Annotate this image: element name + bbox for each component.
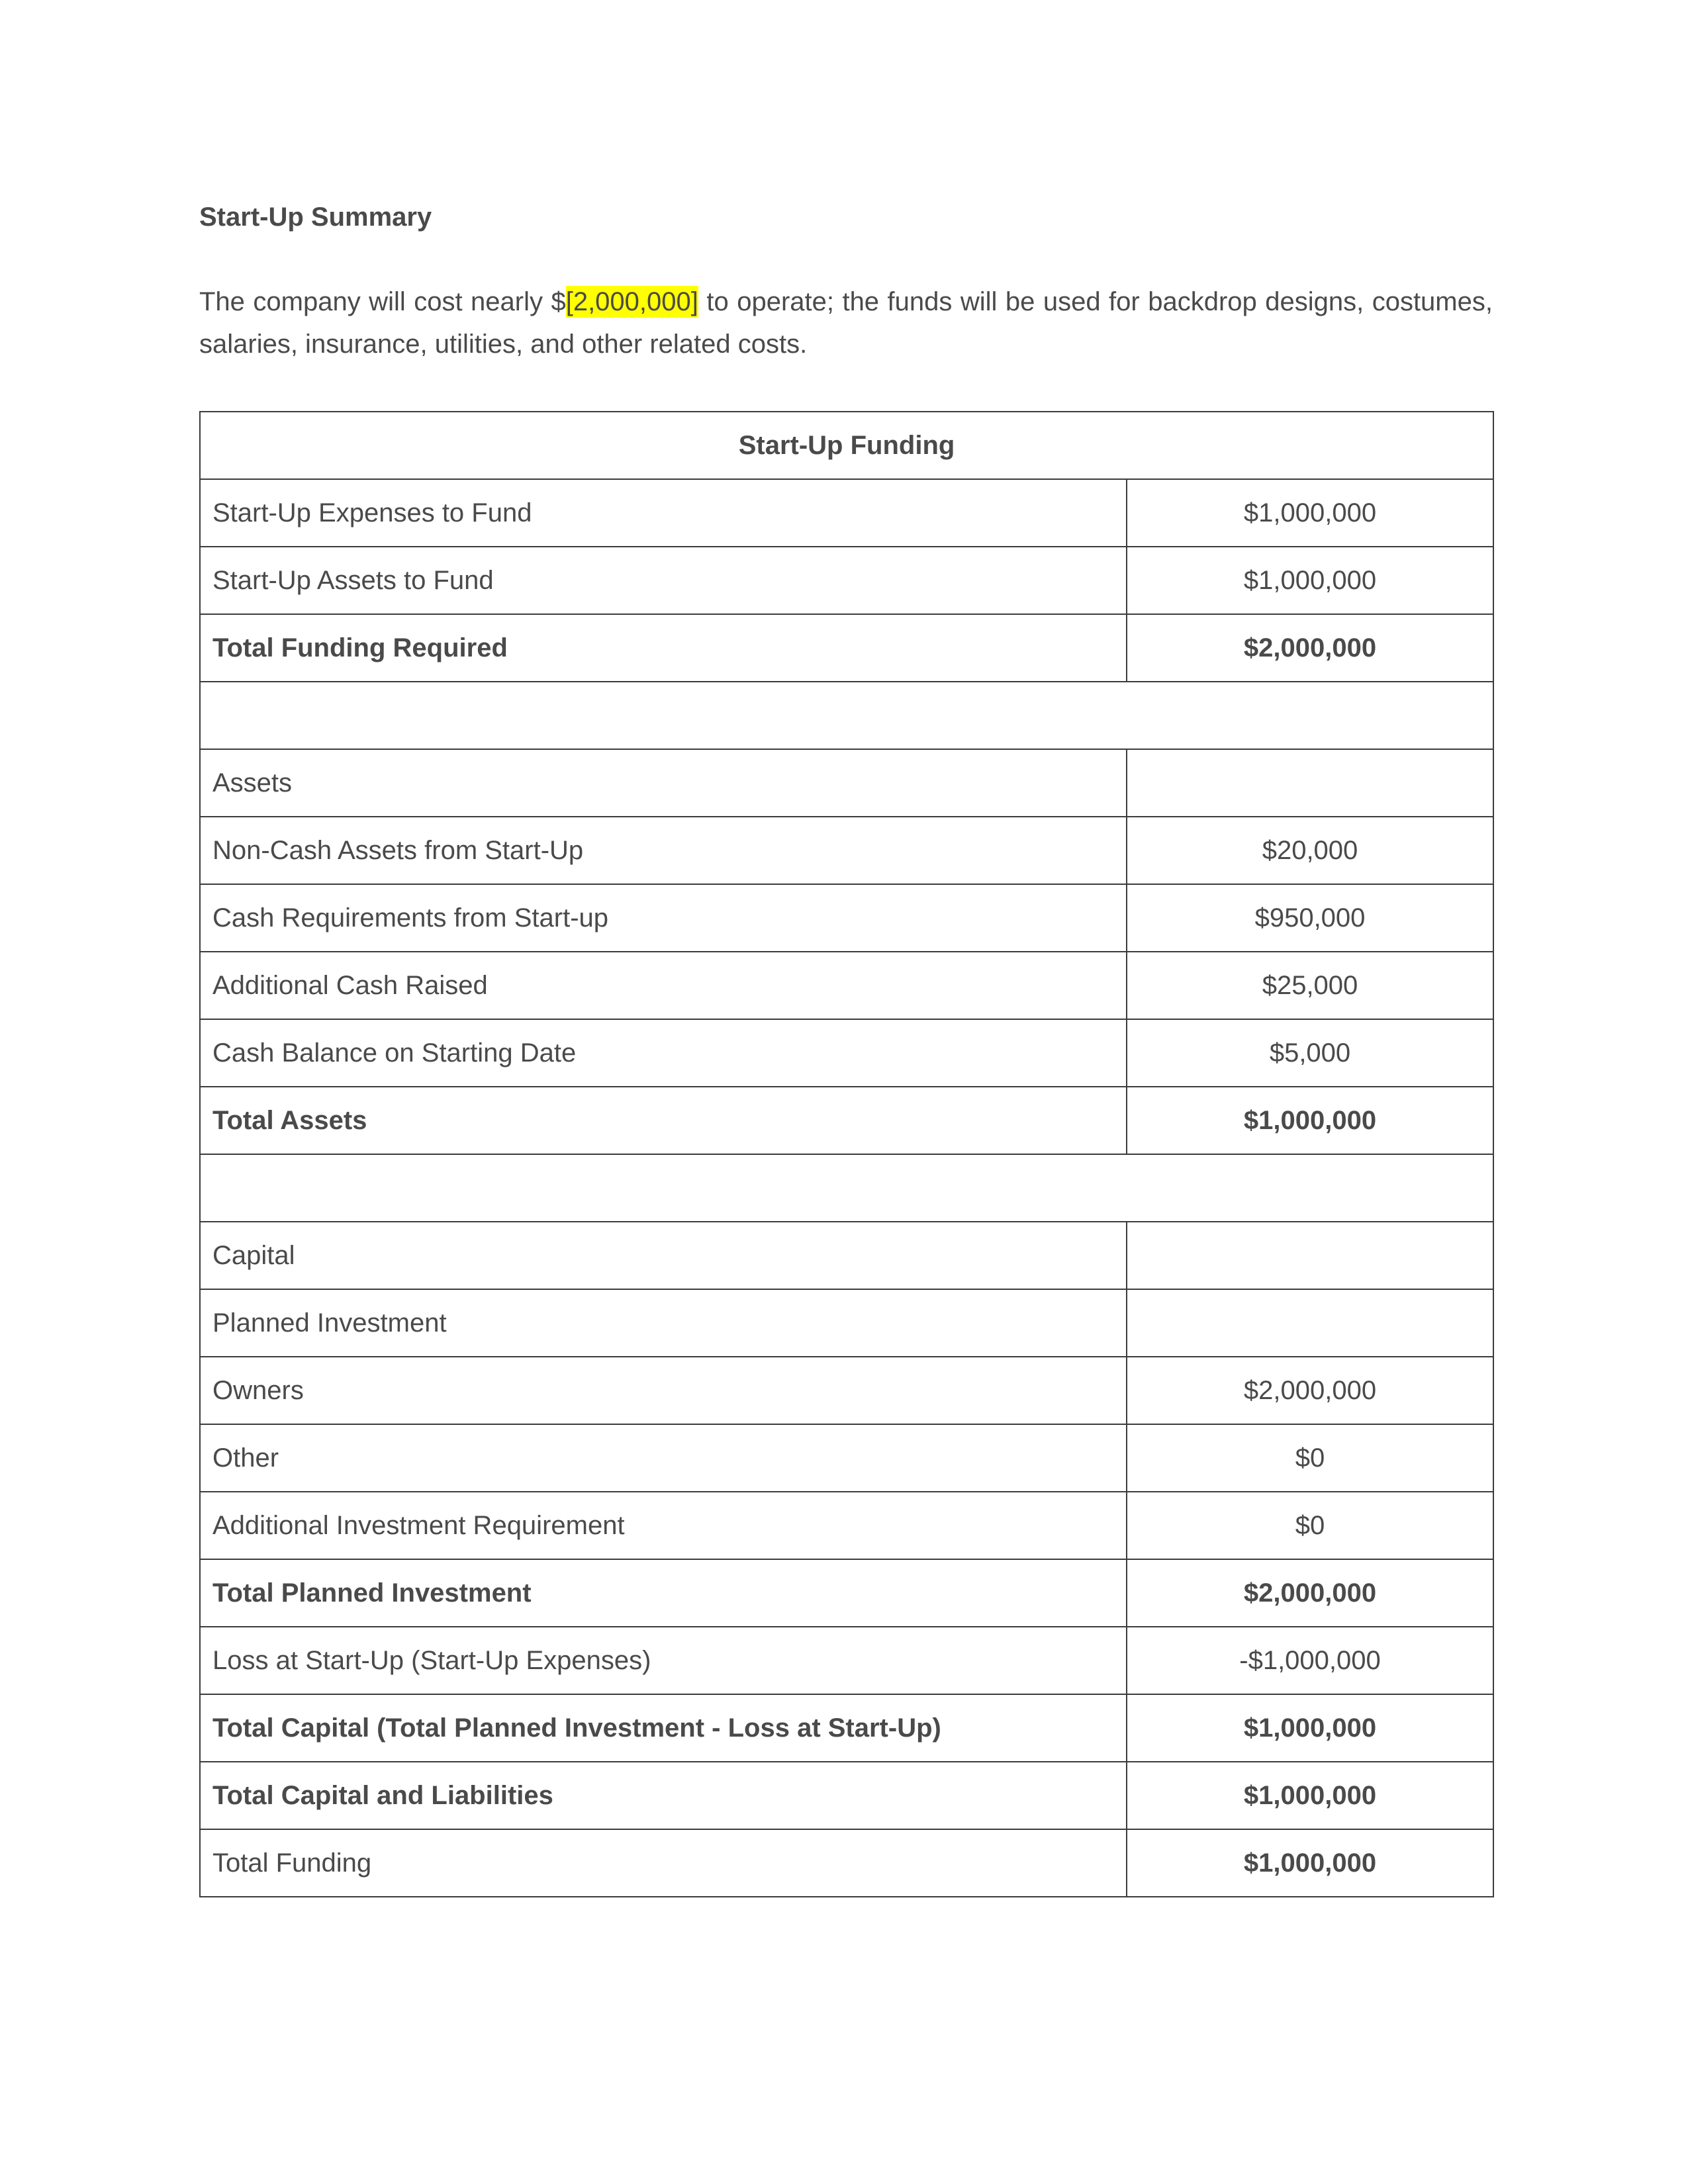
table-row-total <box>200 1694 1493 1762</box>
table-row-total <box>200 1762 1493 1829</box>
row-value: $1,000,000 <box>1127 1694 1493 1762</box>
row-label: Additional Investment Requirement <box>200 1492 1127 1559</box>
intro-text-after: to operate; the funds will be used for backdrop designs, costumes, salaries, insurance, utilities, and other related costs. <box>199 287 1493 359</box>
table-row <box>200 884 1493 952</box>
row-label: Cash Balance on Starting Date <box>200 1019 1127 1087</box>
table-row-total <box>200 1559 1493 1627</box>
row-label: Start-Up Expenses to Fund <box>200 479 1127 547</box>
row-label: Total Planned Investment <box>200 1559 1127 1627</box>
row-label: Total Capital and Liabilities <box>200 1762 1127 1829</box>
row-value: $950,000 <box>1127 884 1493 952</box>
spacer-cell <box>200 682 1493 749</box>
table-row <box>200 952 1493 1019</box>
row-label: Additional Cash Raised <box>200 952 1127 1019</box>
document-page <box>199 199 1493 1878</box>
row-label: Total Assets <box>200 1087 1127 1154</box>
row-value: $1,000,000 <box>1127 1762 1493 1829</box>
row-label: Assets <box>200 749 1127 817</box>
section-heading: Start-Up Summary <box>199 203 432 232</box>
row-label: Total Funding Required <box>200 614 1127 682</box>
row-value: $25,000 <box>1127 952 1493 1019</box>
row-label: Other <box>200 1424 1127 1492</box>
row-value <box>1127 1222 1493 1289</box>
row-label: Total Funding <box>200 1829 1127 1897</box>
intro-paragraph <box>199 281 1493 365</box>
highlighted-amount: [2,000,000] <box>565 287 698 316</box>
row-value: $0 <box>1127 1492 1493 1559</box>
table-title: Start-Up Funding <box>200 412 1493 479</box>
table-row <box>200 1019 1493 1087</box>
row-label: Start-Up Assets to Fund <box>200 547 1127 614</box>
table-row <box>200 817 1493 884</box>
table-row <box>200 547 1493 614</box>
table-row <box>200 1222 1493 1289</box>
table-row-total <box>200 1087 1493 1154</box>
row-value: $1,000,000 <box>1127 547 1493 614</box>
row-value: $1,000,000 <box>1127 1829 1493 1897</box>
row-label: Owners <box>200 1357 1127 1424</box>
row-value: $5,000 <box>1127 1019 1493 1087</box>
row-value <box>1127 749 1493 817</box>
row-value: $2,000,000 <box>1127 1559 1493 1627</box>
table-row <box>200 749 1493 817</box>
row-value: $2,000,000 <box>1127 1357 1493 1424</box>
table-row <box>200 1424 1493 1492</box>
table-row <box>200 1357 1493 1424</box>
row-value <box>1127 1289 1493 1357</box>
row-value: $20,000 <box>1127 817 1493 884</box>
row-label: Non-Cash Assets from Start-Up <box>200 817 1127 884</box>
table-row <box>200 1627 1493 1694</box>
startup-funding-table <box>199 411 1494 1897</box>
row-label: Planned Investment <box>200 1289 1127 1357</box>
row-label: Cash Requirements from Start-up <box>200 884 1127 952</box>
intro-text-before: The company will cost nearly $ <box>199 287 566 316</box>
row-value: $1,000,000 <box>1127 479 1493 547</box>
row-label: Capital <box>200 1222 1127 1289</box>
row-value: $0 <box>1127 1424 1493 1492</box>
row-value: -$1,000,000 <box>1127 1627 1493 1694</box>
table-title-row <box>200 412 1493 479</box>
row-label: Loss at Start-Up (Start-Up Expenses) <box>200 1627 1127 1694</box>
table-row <box>200 479 1493 547</box>
table-row <box>200 1492 1493 1559</box>
spacer-row <box>200 682 1493 749</box>
table-row <box>200 1829 1493 1897</box>
spacer-cell <box>200 1154 1493 1222</box>
table-row-total <box>200 614 1493 682</box>
table-row <box>200 1289 1493 1357</box>
spacer-row <box>200 1154 1493 1222</box>
row-value: $1,000,000 <box>1127 1087 1493 1154</box>
row-value: $2,000,000 <box>1127 614 1493 682</box>
row-label: Total Capital (Total Planned Investment - Loss at Start-Up) <box>200 1694 1127 1762</box>
